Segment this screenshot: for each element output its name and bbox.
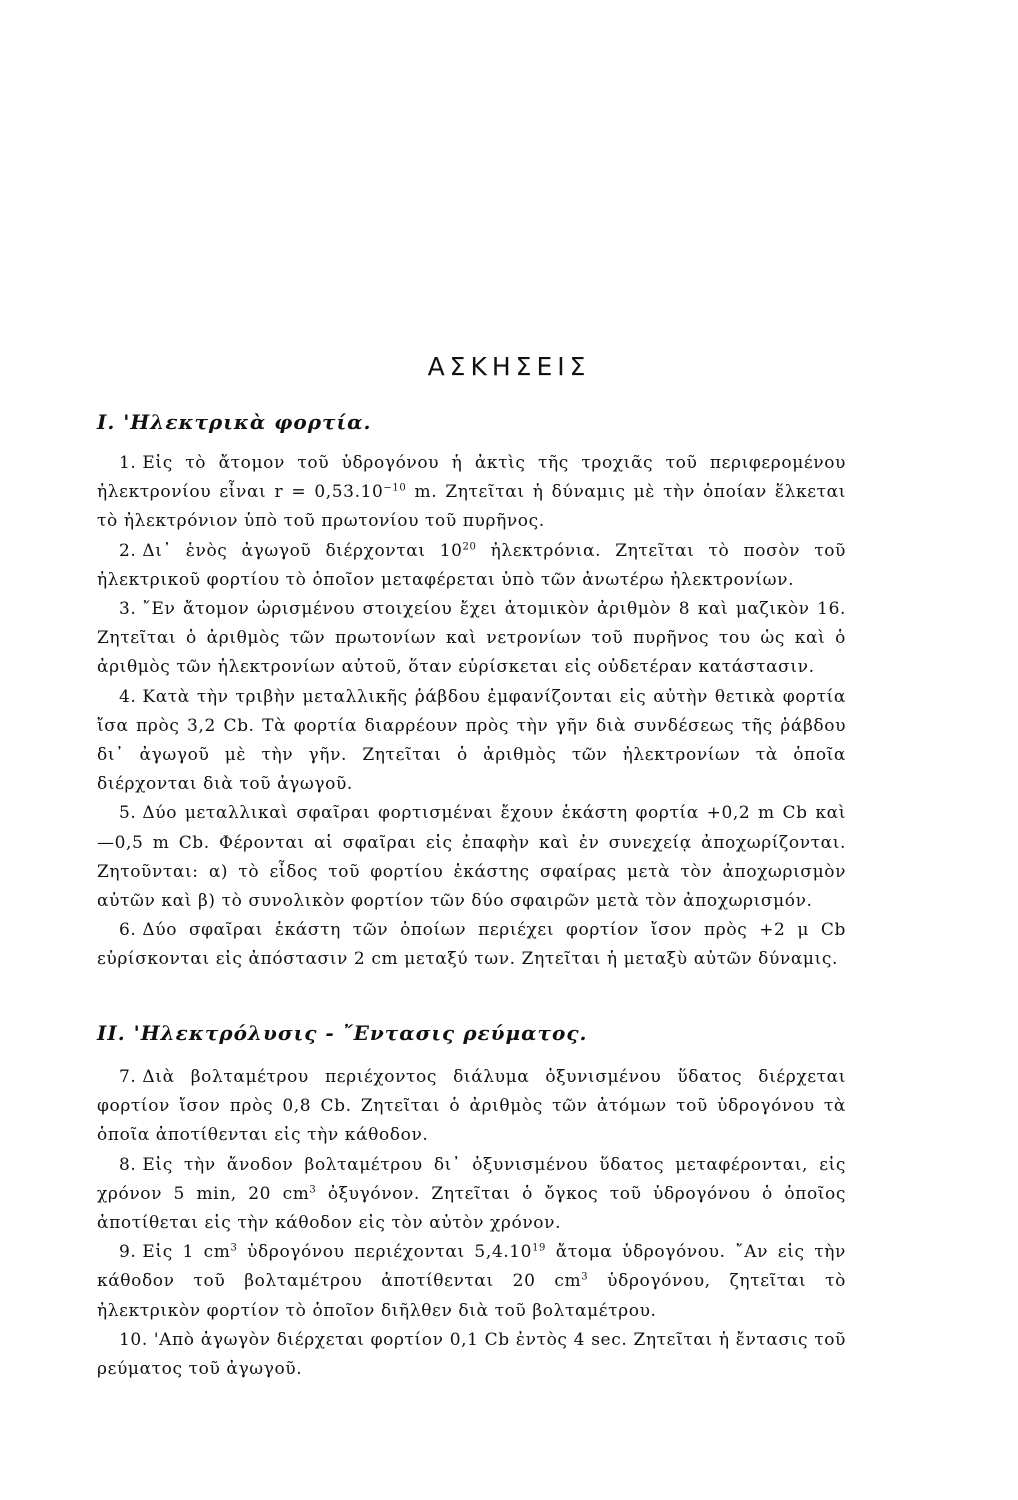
- exercise-1: 1. Εἰς τὸ ἄτομον τοῦ ὑδρογόνου ἡ ἀκτὶς τῆς τροχιᾶς τοῦ περιφερομένου ἠλεκτρονίου εἶναι $r = 0,53.10^{-10}$ m. Ζητεῖται ἡ δύναμις μὲ τὴν ὁποίαν ἕλκεται τὸ ἠλεκτρόνιον ὑπὸ τοῦ πρωτονίου τοῦ πυρῆνος.: [97, 453, 846, 532]
- section-heading-1: I. 'Ηλεκτρικὰ φορτία.: [97, 410, 372, 434]
- exercise-6: 6. Δύο σφαῖραι ἑκάστη τῶν ὁποίων περιέχει φορτίον ἴσον πρὸς +2 μ Cb εὑρίσκονται εἰς ἀπόστασιν 2 cm μεταξύ των. Ζητεῖται ἡ μεταξὺ αὐτῶν δύναμις.: [97, 920, 846, 970]
- exercise-9: 9. Εἰς 1 $cm^3$ ὑδρογόνου περιέχονται 5,4.10$^{19}$ ἄτομα ὑδρογόνου. ῎Αν εἰς τὴν κάθοδον τοῦ βολταμέτρου ἀποτίθενται 20 $cm^3$ ὑδρογόνου, ζητεῖται τὸ ἠλεκτρικὸν φορτίον τὸ ὁποῖον διῆλθεν διὰ τοῦ βολταμέτρου.: [97, 1242, 846, 1321]
- page-title: ΑΣΚΗΣΕΙΣ: [427, 352, 591, 381]
- section-2-exercises: [97, 1063, 846, 1384]
- exercise-10: 10. 'Απὸ ἀγωγὸν διέρχεται φορτίον 0,1 Cb ἐντὸς 4 sec. Ζητεῖται ἡ ἔντασις τοῦ ρεύματος τοῦ ἀγωγοῦ.: [97, 1329, 846, 1380]
- exercise-2: 2. Δι᾽ ἑνὸς ἀγωγοῦ διέρχονται $10^{20}$ ἠλεκτρόνια. Ζητεῖται τὸ ποσὸν τοῦ ἠλεκτρικοῦ φορτίου τὸ ὁποῖον μεταφέρεται ὑπὸ τῶν ἀνωτέρω ἠλεκτρονίων.: [97, 540, 846, 590]
- section-heading-2: II. 'Ηλεκτρόλυσις - ῎Εντασις ρεύματος.: [97, 1021, 588, 1045]
- exercise-5: 5. Δύο μεταλλικαὶ σφαῖραι φορτισμέναι ἔχουν ἑκάστη φορτία +0,2 m Cb καὶ —0,5 m Cb. Φέρονται αἱ σφαῖραι εἰς ἐπαφὴν καὶ ἐν συνεχείᾳ ἀποχωρίζονται. Ζητοῦνται: α) τὸ εἶδος τοῦ φορτίου ἑκάστης σφαίρας μετὰ τὸν ἀποχωρισμὸν αὐτῶν καὶ β) τὸ συνολικὸν φορτίον τῶν δύο σφαιρῶν μετὰ τὸν ἀποχωρισμόν.: [97, 803, 846, 912]
- exercise-8: 8. Εἰς τὴν ἄνοδον βολταμέτρου δι᾽ ὀξυνισμένου ὕδατος μεταφέρονται, εἰς χρόνον 5 min, 20 $cm^3$ ὀξυγόνον. Ζητεῖται ὁ ὄγκος τοῦ ὑδρογόνου ὁ ὁποῖος ἀποτίθεται εἰς τὴν κάθοδον εἰς τὸν αὐτὸν χρόνον.: [97, 1154, 846, 1234]
- section-1-exercises: [97, 449, 846, 975]
- exercise-3: 3. ῎Εν ἄτομον ὡρισμένου στοιχείου ἔχει ἀτομικὸν ἀριθμὸν 8 καὶ μαζικὸν 16. Ζητεῖται ὁ ἀριθμὸς τῶν πρωτονίων καὶ νετρονίων τοῦ πυρῆνος του ὡς καὶ ὁ ἀριθμὸς τῶν ἠλεκτρονίων αὐτοῦ, ὅταν εὑρίσκεται εἰς οὐδετέραν κατάστασιν.: [97, 599, 846, 678]
- exercise-4: 4. Κατὰ τὴν τριβὴν μεταλλικῆς ῥάβδου ἐμφανίζονται εἰς αὐτὴν θετικὰ φορτία ἴσα πρὸς 3,2 Cb. Τὰ φορτία διαρρέουν πρὸς τὴν γῆν διὰ συνδέσεως τῆς ῥάβδου δι᾽ ἀγωγοῦ μὲ τὴν γῆν. Ζητεῖται ὁ ἀριθμὸς τῶν ἠλεκτρονίων τὰ ὁποῖα διέρχονται διὰ τοῦ ἀγωγοῦ.: [97, 686, 846, 795]
- exercise-7: 7. Διὰ βολταμέτρου περιέχοντος διάλυμα ὀξυνισμένου ὕδατος διέρχεται φορτίον ἴσον πρὸς 0,8 Cb. Ζητεῖται ὁ ἀριθμὸς τῶν ἀτόμων τοῦ ὑδρογόνου τὰ ὁποῖα ἀποτίθενται εἰς τὴν κάθοδον.: [97, 1067, 846, 1146]
